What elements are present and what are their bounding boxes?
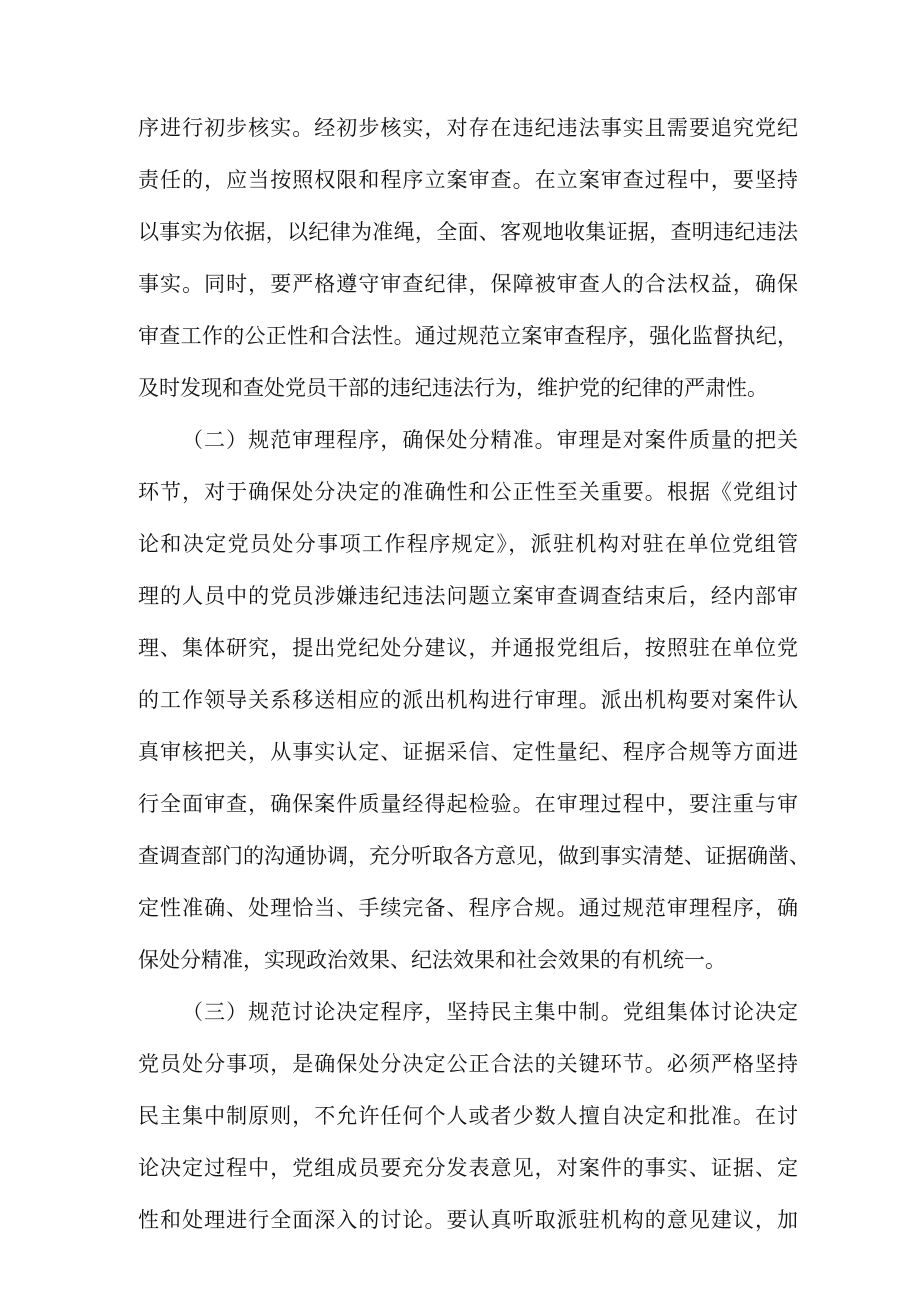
- text-line: 及时发现和查处党员干部的违纪违法行为，维护党的纪律的严肃性。: [138, 376, 768, 400]
- paragraph-1: [138, 102, 798, 414]
- text-line: （二）规范审理程序，确保处分精准。审理是对案件质量的把关: [182, 428, 798, 452]
- paragraph-3: [138, 986, 798, 1246]
- paragraph-2: [138, 414, 810, 986]
- text-line: 论决定过程中，党组成员要充分发表意见，对案件的事实、证据、定: [138, 1156, 798, 1180]
- text-line: 定性准确、处理恰当、手续完备、程序合规。通过规范审理程序，确: [138, 896, 798, 920]
- text-line: 责任的，应当按照权限和程序立案审查。在立案审查过程中，要坚持: [138, 168, 798, 192]
- text-line: 的工作领导关系移送相应的派出机构进行审理。派出机构要对案件认: [138, 688, 798, 712]
- text-line: 事实。同时，要严格遵守审查纪律，保障被审查人的合法权益，确保: [138, 272, 798, 296]
- document-body: [138, 102, 810, 1246]
- text-line: 民主集中制原则，不允许任何个人或者少数人擅自决定和批准。在讨: [138, 1104, 798, 1128]
- text-line: 序进行初步核实。经初步核实，对存在违纪违法事实且需要追究党纪: [138, 116, 798, 140]
- text-line: 环节，对于确保处分决定的准确性和公正性至关重要。根据《党组讨: [138, 480, 798, 504]
- text-line: 查调查部门的沟通协调，充分听取各方意见，做到事实清楚、证据确凿、: [138, 844, 810, 868]
- text-line: 保处分精准，实现政治效果、纪法效果和社会效果的有机统一。: [138, 948, 726, 972]
- text-line: 理的人员中的党员涉嫌违纪违法问题立案审查调查结束后，经内部审: [138, 584, 798, 608]
- text-line: （三）规范讨论决定程序，坚持民主集中制。党组集体讨论决定: [182, 1000, 798, 1024]
- text-line: 论和决定党员处分事项工作程序规定》，派驻机构对驻在单位党组管: [138, 532, 798, 556]
- text-line: 理、集体研究，提出党纪处分建议，并通报党组后，按照驻在单位党: [138, 636, 798, 660]
- text-line: 党员处分事项，是确保处分决定公正合法的关键环节。必须严格坚持: [138, 1052, 798, 1076]
- text-line: 审查工作的公正性和合法性。通过规范立案审查程序，强化监督执纪，: [138, 324, 798, 348]
- text-line: 真审核把关，从事实认定、证据采信、定性量纪、程序合规等方面进: [138, 740, 798, 764]
- text-line: 以事实为依据，以纪律为准绳，全面、客观地收集证据，查明违纪违法: [138, 220, 798, 244]
- text-line: 性和处理进行全面深入的讨论。要认真听取派驻机构的意见建议，加: [138, 1208, 798, 1232]
- text-line: 行全面审查，确保案件质量经得起检验。在审理过程中，要注重与审: [138, 792, 798, 816]
